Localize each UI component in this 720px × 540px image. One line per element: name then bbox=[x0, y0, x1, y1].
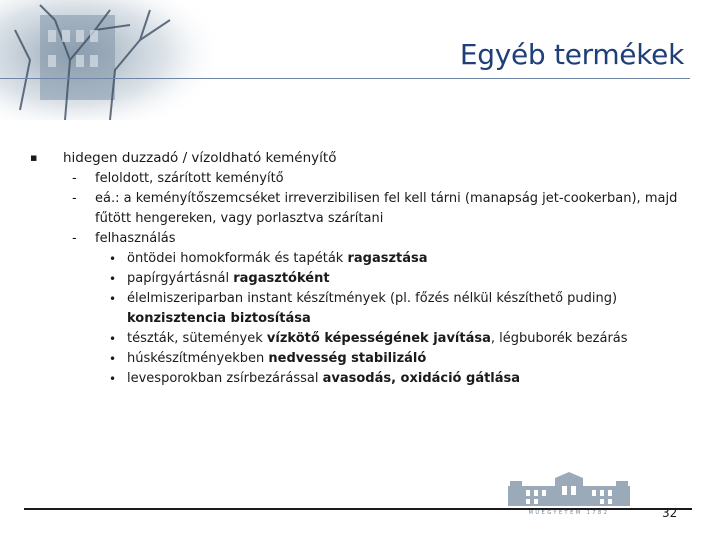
dash-bullet-icon: - bbox=[72, 171, 77, 186]
slide-title: Egyéb termékek bbox=[459, 38, 684, 71]
list-item-level3: • levesporokban zsírbezárással avasodás, oxidáció gátlása bbox=[30, 369, 690, 389]
page-number: 32 bbox=[662, 506, 678, 520]
dot-bullet-icon: • bbox=[109, 372, 117, 386]
list-item-level1: ▪ hidegen duzzadó / vízoldható keményítő bbox=[30, 150, 337, 166]
list-item-level2: - feloldott, szárított keményítő bbox=[30, 169, 690, 189]
corner-photo bbox=[0, 0, 215, 120]
footer-divider bbox=[24, 508, 692, 510]
list-item-level3: • tészták, sütemények vízkötő képességének javítása, légbuborék bezárás bbox=[30, 329, 690, 349]
square-bullet-icon: ▪ bbox=[30, 151, 38, 164]
list-item-level3: • élelmiszeriparban instant készítmények (pl. főzés nélkül készíthető puding) konzisztencia biztosítása bbox=[109, 291, 618, 326]
dot-bullet-icon: • bbox=[109, 352, 117, 366]
list-item-level3: • papírgyártásnál ragasztóként bbox=[30, 269, 690, 289]
logo-caption: MŰEGYETEM 1782 bbox=[528, 510, 610, 516]
dot-bullet-icon: • bbox=[109, 292, 117, 306]
list-item-level2: - eá.: a keményítőszemcséket irreverzibilisen fel kell tárni (manapság jet-cookerban), majd fűtött hengereken, vagy porlasztva szárítani bbox=[72, 191, 678, 226]
slide-content bbox=[30, 148, 690, 389]
list-item-level2: - felhasználás bbox=[30, 229, 690, 249]
title-divider bbox=[0, 78, 690, 79]
dash-bullet-icon: - bbox=[72, 191, 77, 206]
dot-bullet-icon: • bbox=[109, 252, 117, 266]
dash-bullet-icon: - bbox=[72, 231, 77, 246]
dot-bullet-icon: • bbox=[109, 332, 117, 346]
dot-bullet-icon: • bbox=[109, 272, 117, 286]
list-item-level3: • húskészítményekben nedvesség stabilizáló bbox=[30, 349, 690, 369]
list-item-level3: • öntödei homokformák és tapéták ragasztása bbox=[30, 249, 690, 269]
